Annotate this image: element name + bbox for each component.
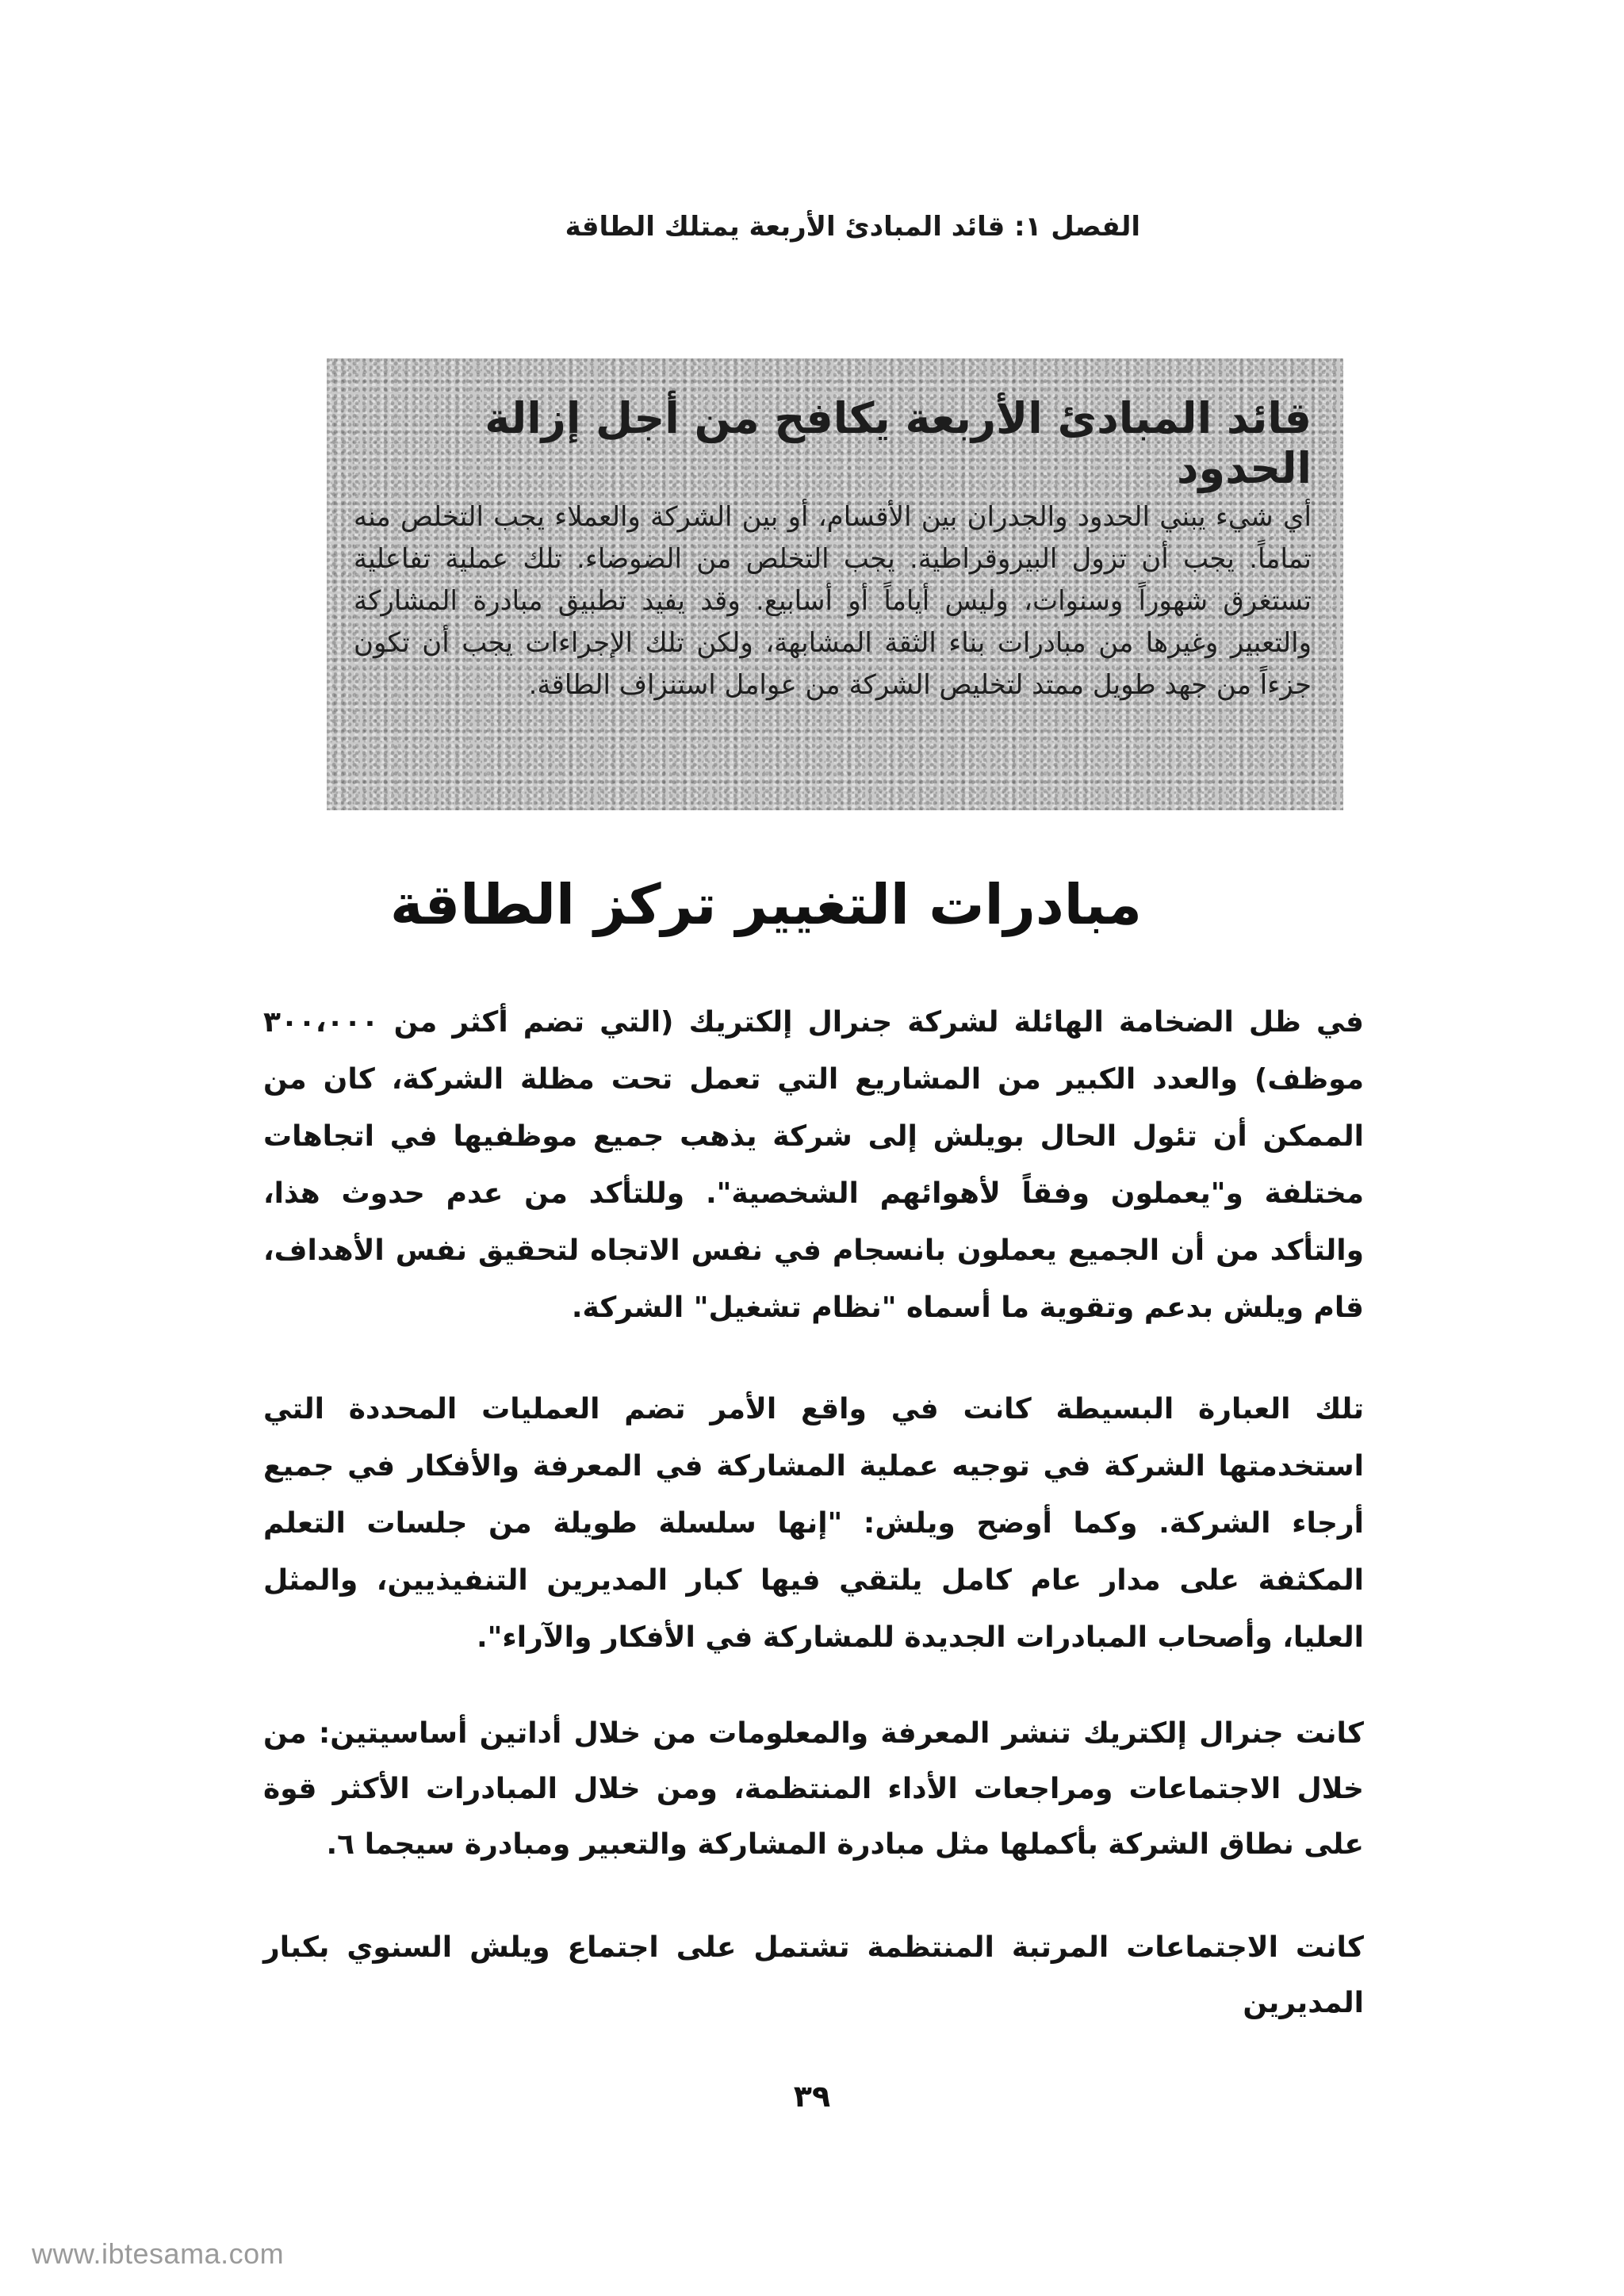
body-paragraph: تلك العبارة البسيطة كانت في واقع الأمر تضم العمليات المحددة التي استخدمتها الشركة في توجيه عملية المشاركة في المعرفة والأفكار في جميع أرجاء الشركة. وكما أوضح ويلش: "إنها سلسلة طويلة من جلسات التعلم المكثفة على مدار عام كامل يلتقي فيها كبار المديرين التنفيذيين، والمثل العليا، وأصحاب المبادرات الجديدة للمشاركة في الأفكار والآراء". — [263, 1393, 1364, 1654]
running-header: الفصل ١: قائد المبادئ الأربعة يمتلك الطاقة — [565, 211, 1140, 243]
body-paragraph: في ظل الضخامة الهائلة لشركة جنرال إلكتريك (التي تضم أكثر من ٣٠٠،٠٠٠ موظف) والعدد الكبير من المشاريع التي تعمل تحت مظلة الشركة، كان من الممكن أن تئول الحال بويلش إلى شركة يذهب جميع موظفيها في اتجاهات مختلفة و"يعملون وفقاً لأهوائهم الشخصية". وللتأكد من عدم حدوث هذا، والتأكد من أن الجميع يعملون بانسجام في نفس الاتجاه لتحقيق نفس الأهداف، قام ويلش بدعم وتقوية ما أسماه "نظام تشغيل" الشركة. — [263, 1006, 1364, 1324]
sidebar-body: أي شيء يبني الحدود والجدران بين الأقسام، أو بين الشركة والعملاء يجب التخلص منه تماماً. يجب أن تزول البيروقراطية. يجب التخلص من الضوضاء. تلك عملية تفاعلية تستغرق شهوراً وسنوات، وليس أياماً أو أسابيع. وقد يفيد تطبيق مبادرة المشاركة والتعبير وغيرها من مبادرات بناء الثقة المشابهة، ولكن تلك الإجراءات يجب أن تكون جزءاً من جهد طويل ممتد لتخليص الشركة من عوامل استنزاف الطاقة. — [354, 501, 1312, 701]
body-paragraph: كانت الاجتماعات المرتبة المنتظمة تشتمل على اجتماع ويلش السنوي بكبار المديرين — [263, 1931, 1364, 2019]
sidebar-title: قائد المبادئ الأربعة يكافح من أجل إزالة الحدود — [485, 393, 1312, 493]
watermark-url: www.ibtesama.com — [32, 2237, 285, 2270]
sidebar-box — [327, 358, 1343, 810]
page-number: ٣٩ — [793, 2079, 831, 2114]
section-heading: مبادرات التغيير تركز الطاقة — [389, 872, 1142, 937]
body-paragraph: كانت جنرال إلكتريك تنشر المعرفة والمعلومات من خلال أداتين أساسيتين: من خلال الاجتماعات ومراجعات الأداء المنتظمة، ومن خلال المبادرات الأكثر قوة على نطاق الشركة بأكملها مثل مبادرة المشاركة والتعبير ومبادرة سيجما ٦. — [263, 1717, 1364, 1861]
